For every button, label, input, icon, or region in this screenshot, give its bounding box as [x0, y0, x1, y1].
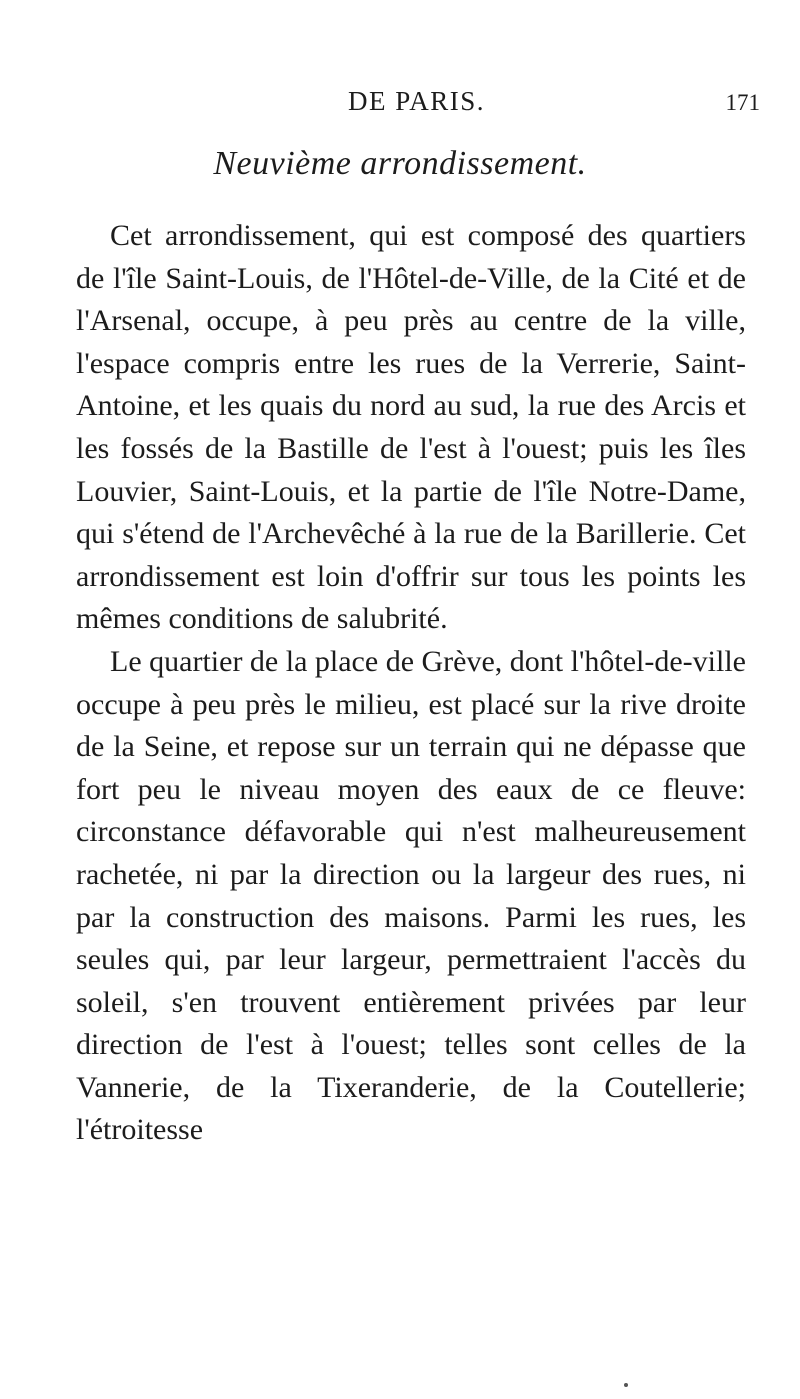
page-speck	[624, 1383, 628, 1387]
body-text	[76, 215, 746, 1152]
paragraph: Cet arrondissement, qui est composé des quartiers de l'île Saint-Louis, de l'Hôtel-de-Ville, de la Cité et de l'Arsenal, occupe, à peu près au centre de la ville, l'espace compris entre les rues de la Verrerie, Saint-Antoine, et les quais du nord au sud, la rue des Arcis et les fossés de la Bastille de l'est à l'ouest; puis les îles Louvier, Saint-Louis, et la partie de l'île Notre-Dame, qui s'étend de l'Archevêché à la rue de la Barillerie. Cet arrondissement est loin d'offrir sur tous les points les mêmes conditions de salubrité.	[76, 219, 746, 636]
section-title: Neuvième arrondissement.	[213, 145, 587, 182]
running-head	[80, 86, 760, 126]
running-head-title: DE PARIS.	[348, 86, 486, 116]
page-number: 171	[725, 90, 760, 115]
paragraph: Le quartier de la place de Grève, dont l'hôtel-de-ville occupe à peu près le milieu, est placé sur la rive droite de la Seine, et repose sur un terrain qui ne dépasse que fort peu le niveau moyen des eaux de ce fleuve: circonstance défavorable qui n'est malheureusement rachetée, ni par la direction ou la largeur des rues, ni par la construction des maisons. Parmi les rues, les seules qui, par leur largeur, permettraient l'accès du soleil, s'en trouvent entièrement privées par leur direction de l'est à l'ouest; telles sont celles de la Vannerie, de la Tixeranderie, de la Coutellerie; l'étroitesse	[76, 644, 746, 1147]
